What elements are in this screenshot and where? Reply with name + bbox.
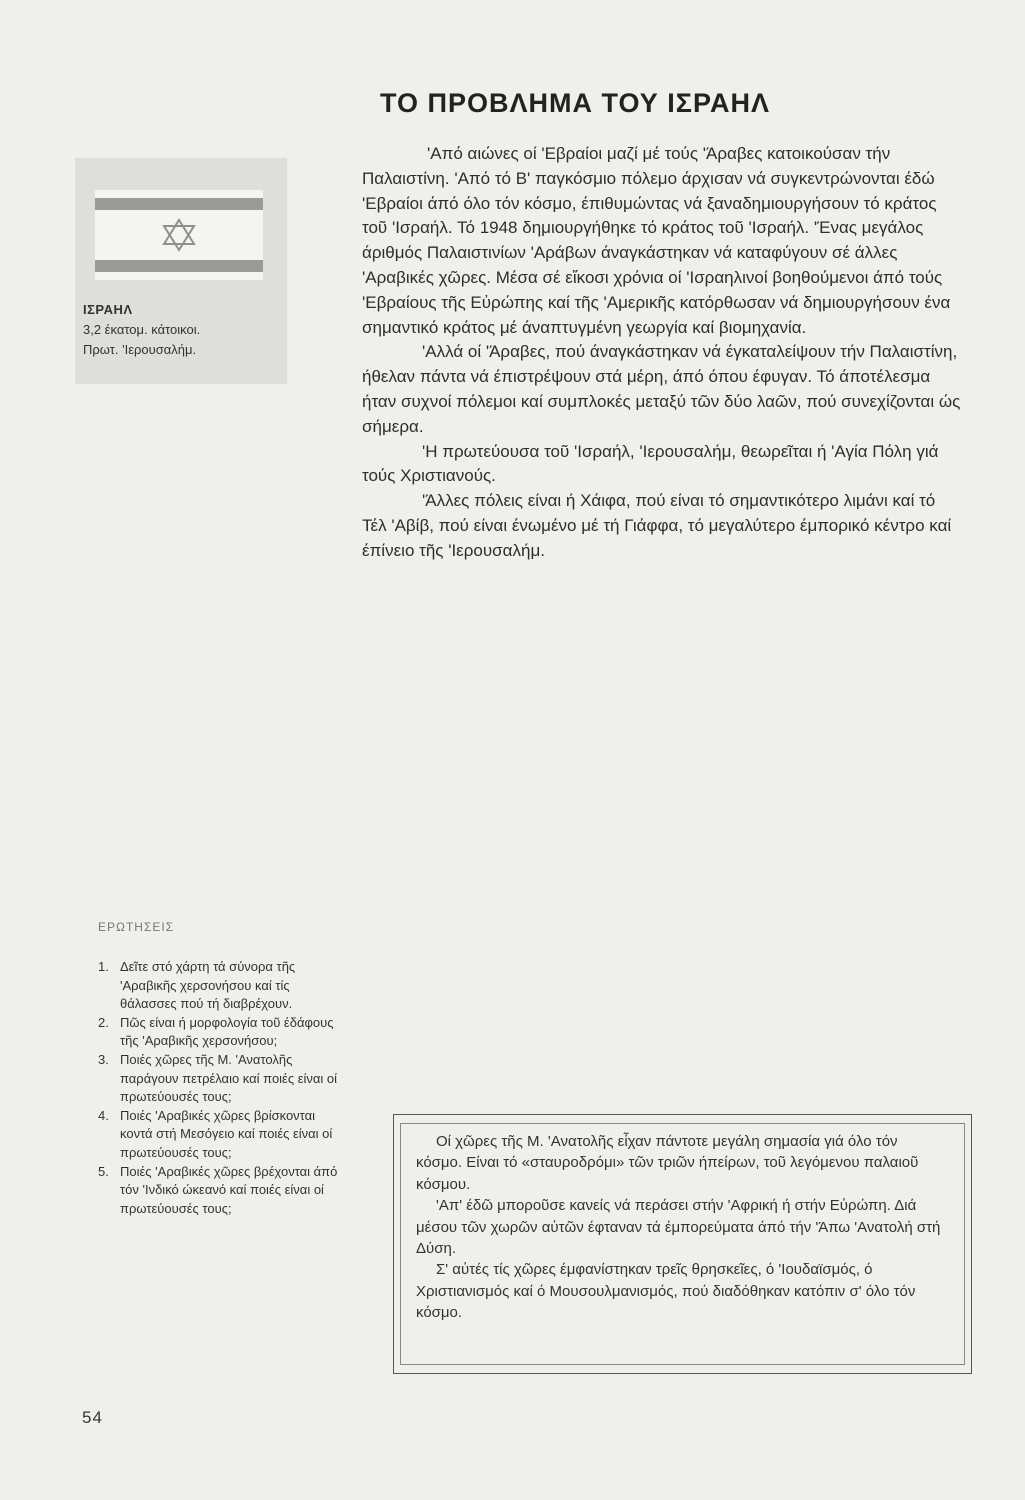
questions-heading: ΕΡΩΤΗΣΕΙΣ xyxy=(98,920,175,934)
page-title: ΤΟ ΠΡΟΒΛΗΜΑ ΤΟΥ ΙΣΡΑΗΛ xyxy=(380,88,770,118)
info-box xyxy=(393,1114,972,1374)
question-text: Πῶς είναι ή μορφολογία τοῦ έδάφους τῆς 'Αραβικῆς χερσονήσου; xyxy=(120,1014,334,1049)
question-number: 5. xyxy=(98,1163,109,1179)
info-paragraph: 'Απ' έδῶ μποροῦσε κανείς νά περάσει στήν 'Αφρική ή στήν Εὐρώπη. Διά μέσου τῶν χωρῶν αὐτῶν έφταναν τά έμπορεύματα άπό τήν 'Άπω 'Ανατολή στή Δύση. xyxy=(416,1197,941,1258)
star-of-david-icon xyxy=(161,218,197,252)
question-text: Ποιές 'Αραβικές χῶρες βρίσκονται κοντά στή Μεσόγειο καί ποιές είναι οί πρωτεύουσές τους; xyxy=(120,1107,333,1160)
page-number: 54 xyxy=(82,1408,103,1427)
flag-bottom-stripe xyxy=(95,260,263,272)
question-item xyxy=(98,1163,338,1219)
capital-text: Πρωτ. 'Ιερουσαλήμ. xyxy=(83,342,197,357)
country-info-box xyxy=(75,158,287,384)
question-number: 4. xyxy=(98,1107,109,1123)
question-item xyxy=(98,1014,338,1051)
question-number: 1. xyxy=(98,959,109,974)
article-paragraph: 'Άλλες πόλεις είναι ή Χάιφα, πού είναι τό σημαντικότερο λιμάνι καί τό Τέλ 'Αβίβ, πού είναι ένωμένο μέ τή Γιάφφα, τό μεγαλύτερο έμπορικό κέντρο καί έπίνειο τῆς 'Ιερουσαλήμ. xyxy=(362,491,952,560)
info-box-text xyxy=(416,1131,941,1324)
question-text: Ποιές 'Αραβικές χῶρες βρέχονται άπό τόν 'Ινδικό ώκεανό καί ποιές είναι οί πρωτεύουσές τους; xyxy=(120,1163,338,1216)
info-paragraph: Οί χῶρες τῆς Μ. 'Ανατολῆς εἶχαν πάντοτε μεγάλη σημασία γιά όλο τόν κόσμο. Είναι τό «σταυροδρόμι» τῶν τριῶν ήπείρων, τοῦ λεγόμενου παλαιοῦ κόσμου. xyxy=(416,1133,919,1193)
question-item xyxy=(98,1107,338,1163)
questions-list xyxy=(98,958,338,1218)
flag-top-stripe xyxy=(95,198,263,210)
population-text: 3,2 έκατομ. κάτοικοι. xyxy=(83,322,201,337)
article-paragraph: 'Αλλά οί 'Άραβες, πού άναγκάστηκαν νά έγκαταλείψουν τήν Παλαιστίνη, ήθελαν πάντα νά έπιστρέψουν στά μέρη, άπό όπου έφυγαν. Τό άποτέλεσμα ήταν συχνοί πόλεμοι καί συμπλοκές μεταξύ τῶν δύο λαῶν, πού συνεχίζονται ώς σήμερα. xyxy=(362,342,961,436)
article-paragraph: 'Η πρωτεύουσα τοῦ 'Ισραήλ, 'Ιερουσαλήμ, θεωρεῖται ή 'Αγία Πόλη γιά τούς Χριστιανούς. xyxy=(362,441,939,486)
question-number: 2. xyxy=(98,1014,109,1030)
israel-flag-icon xyxy=(95,190,263,280)
question-text: Ποιές χῶρες τῆς Μ. 'Ανατολῆς παράγουν πετρέλαιο καί ποιές είναι οί πρωτεύουσές τους; xyxy=(120,1051,338,1105)
question-number: 3. xyxy=(98,1051,109,1067)
question-item xyxy=(98,958,338,1014)
article-paragraph: 'Από αιώνες οί 'Εβραίοι μαζί μέ τούς 'Άραβες κατοικούσαν τήν Παλαιστίνη. 'Από τό Β' παγκόσμιο πόλεμο άρχισαν νά συγκεντρώνονται έδώ 'Εβραίοι άπό όλο τόν κόσμο, έπιθυμώντας νά ξαναδημιουργήσουν τό κράτος τοῦ 'Ισραήλ. Τό 1948 δημιουργήθηκε τό κράτος τοῦ 'Ισραήλ. 'Ένας μεγάλος άριθμός Παλαιστινίων 'Αράβων άναγκάστηκαν νά καταφύγουν σέ άλλες 'Αραβικές χῶρες. Μέσα σέ εἴκοσι χρόνια οί 'Ισραηλινοί βοηθούμενοι άπό τούς 'Εβραίους τῆς Εὐρώπης καί τῆς 'Αμερικῆς κατόρθωσαν νά δημιουργήσουν ένα σημαντικό κράτος μέ άναπτυγμένη γεωργία καί βιομηχανία. xyxy=(362,144,951,337)
question-item xyxy=(98,1051,338,1107)
country-facts xyxy=(83,300,283,360)
question-text: Δεῖτε στό χάρτη τά σύνορα τῆς 'Αραβικῆς χερσονήσου καί τίς θάλασσες πού τή διαβρέχουν. xyxy=(120,959,296,1012)
info-paragraph: Σ' αὐτές τίς χῶρες έμφανίστηκαν τρεῖς θρησκεῖες, ό 'Ιουδαϊσμός, ό Χριστιανισμός καί ό Μουσουλμανισμός, πού διαδόθηκαν κατόπιν σ' όλο τόν κόσμο. xyxy=(416,1261,916,1322)
main-article xyxy=(362,142,962,564)
country-name: ΙΣΡΑΗΛ xyxy=(83,302,133,317)
